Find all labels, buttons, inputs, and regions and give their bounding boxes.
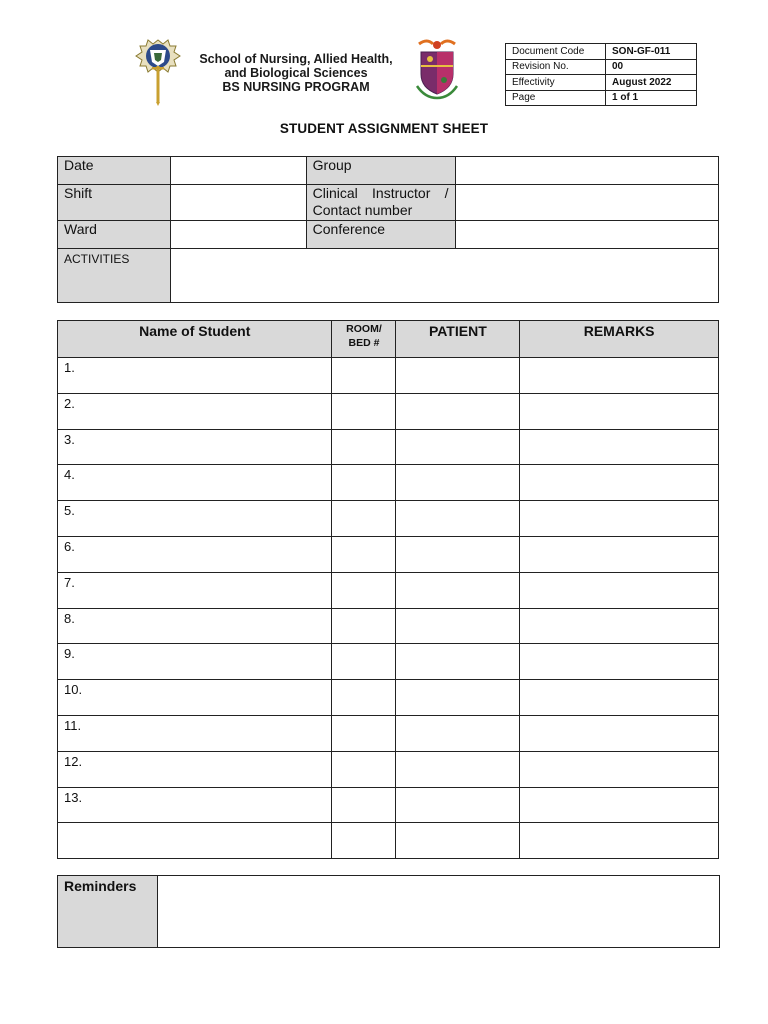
- room-bed-cell[interactable]: [332, 751, 396, 787]
- table-row: [58, 536, 719, 572]
- doc-info-key: Document Code: [506, 44, 606, 60]
- patient-cell[interactable]: [396, 644, 520, 680]
- ward-field[interactable]: [170, 221, 306, 249]
- conference-label: Conference: [306, 221, 455, 249]
- doc-info-value: 1 of 1: [606, 90, 697, 106]
- conference-field[interactable]: [455, 221, 718, 249]
- student-assignment-table: [57, 320, 719, 859]
- patient-cell[interactable]: [396, 608, 520, 644]
- table-row: [58, 751, 719, 787]
- student-name-cell[interactable]: 10.: [58, 680, 332, 716]
- table-row: [58, 501, 719, 537]
- student-name-cell[interactable]: 1.: [58, 358, 332, 394]
- student-name-cell[interactable]: 13.: [58, 787, 332, 823]
- table-row: [58, 465, 719, 501]
- doc-info-key: Effectivity: [506, 75, 606, 91]
- patient-cell[interactable]: [396, 358, 520, 394]
- doc-info-row: [506, 90, 697, 106]
- remarks-cell[interactable]: [520, 751, 719, 787]
- name-of-student-header: Name of Student: [58, 321, 332, 358]
- school-name-line1: School of Nursing, Allied Health,: [199, 52, 393, 66]
- patient-cell[interactable]: [396, 823, 520, 859]
- doc-info-key: Revision No.: [506, 59, 606, 75]
- student-name-cell[interactable]: [58, 823, 332, 859]
- patient-cell[interactable]: [396, 429, 520, 465]
- clinical-instructor-field[interactable]: [455, 185, 718, 221]
- doc-info-row: [506, 44, 697, 60]
- room-bed-cell[interactable]: [332, 501, 396, 537]
- room-header-line1: ROOM/: [346, 323, 382, 335]
- student-name-cell[interactable]: 2.: [58, 393, 332, 429]
- doc-info-value: August 2022: [606, 75, 697, 91]
- room-bed-cell[interactable]: [332, 429, 396, 465]
- room-bed-cell[interactable]: [332, 393, 396, 429]
- patient-cell[interactable]: [396, 680, 520, 716]
- room-bed-header: [332, 321, 396, 358]
- table-row: [58, 608, 719, 644]
- doc-info-row: [506, 75, 697, 91]
- ward-label: Ward: [58, 221, 171, 249]
- shift-label: Shift: [58, 185, 171, 221]
- group-field[interactable]: [455, 157, 718, 185]
- student-name-cell[interactable]: 7.: [58, 572, 332, 608]
- remarks-cell[interactable]: [520, 608, 719, 644]
- activities-field[interactable]: [170, 249, 718, 303]
- student-name-cell[interactable]: 3.: [58, 429, 332, 465]
- student-name-cell[interactable]: 8.: [58, 608, 332, 644]
- remarks-cell[interactable]: [520, 393, 719, 429]
- room-bed-cell[interactable]: [332, 572, 396, 608]
- clinical-instructor-label: Clinical Instructor / Contact number: [306, 185, 455, 221]
- patient-cell[interactable]: [396, 787, 520, 823]
- room-bed-cell[interactable]: [332, 787, 396, 823]
- table-row: [58, 429, 719, 465]
- reminders-field[interactable]: [158, 876, 720, 948]
- table-row: [58, 787, 719, 823]
- student-rows: [58, 358, 719, 859]
- reminders-table: [57, 875, 720, 948]
- page-title: STUDENT ASSIGNMENT SHEET: [279, 121, 489, 136]
- doc-info-key: Page: [506, 90, 606, 106]
- university-seal-icon: [130, 34, 186, 106]
- patient-cell[interactable]: [396, 715, 520, 751]
- room-bed-cell[interactable]: [332, 644, 396, 680]
- table-row: [58, 393, 719, 429]
- room-bed-cell[interactable]: [332, 465, 396, 501]
- room-bed-cell[interactable]: [332, 536, 396, 572]
- student-name-cell[interactable]: 6.: [58, 536, 332, 572]
- table-row: [58, 680, 719, 716]
- remarks-cell[interactable]: [520, 787, 719, 823]
- remarks-cell[interactable]: [520, 429, 719, 465]
- student-name-cell[interactable]: 11.: [58, 715, 332, 751]
- doc-info-row: [506, 59, 697, 75]
- patient-header: PATIENT: [396, 321, 520, 358]
- patient-cell[interactable]: [396, 393, 520, 429]
- school-name: [188, 52, 404, 94]
- remarks-cell[interactable]: [520, 358, 719, 394]
- room-header-line2: BED #: [348, 337, 380, 349]
- program-name: BS NURSING PROGRAM: [222, 80, 370, 94]
- room-bed-cell[interactable]: [332, 715, 396, 751]
- shift-field[interactable]: [170, 185, 306, 221]
- doc-info-value: SON-GF-011: [606, 44, 697, 60]
- remarks-cell[interactable]: [520, 680, 719, 716]
- patient-cell[interactable]: [396, 751, 520, 787]
- student-name-cell[interactable]: 5.: [58, 501, 332, 537]
- remarks-cell[interactable]: [520, 644, 719, 680]
- remarks-cell[interactable]: [520, 536, 719, 572]
- activities-label: ACTIVITIES: [58, 249, 171, 303]
- group-label: Group: [306, 157, 455, 185]
- document-info-table: [505, 43, 697, 106]
- table-row: [58, 644, 719, 680]
- remarks-header: REMARKS: [520, 321, 719, 358]
- student-name-cell[interactable]: 4.: [58, 465, 332, 501]
- room-bed-cell[interactable]: [332, 823, 396, 859]
- room-bed-cell[interactable]: [332, 608, 396, 644]
- assignment-info-table: [57, 156, 719, 303]
- nursing-school-crest-icon: [413, 36, 461, 100]
- patient-cell[interactable]: [396, 536, 520, 572]
- patient-cell[interactable]: [396, 572, 520, 608]
- patient-cell[interactable]: [396, 501, 520, 537]
- remarks-cell[interactable]: [520, 715, 719, 751]
- table-row: [58, 572, 719, 608]
- remarks-cell[interactable]: [520, 823, 719, 859]
- school-name-line2: and Biological Sciences: [224, 66, 368, 80]
- room-bed-cell[interactable]: [332, 358, 396, 394]
- remarks-cell[interactable]: [520, 501, 719, 537]
- student-name-cell[interactable]: 9.: [58, 644, 332, 680]
- date-field[interactable]: [170, 157, 306, 185]
- date-label: Date: [58, 157, 171, 185]
- patient-cell[interactable]: [396, 465, 520, 501]
- remarks-cell[interactable]: [520, 465, 719, 501]
- room-bed-cell[interactable]: [332, 680, 396, 716]
- table-row: [58, 823, 719, 859]
- reminders-label: Reminders: [58, 876, 158, 948]
- student-name-cell[interactable]: 12.: [58, 751, 332, 787]
- doc-info-value: 00: [606, 59, 697, 75]
- table-row: [58, 715, 719, 751]
- remarks-cell[interactable]: [520, 572, 719, 608]
- table-row: [58, 358, 719, 394]
